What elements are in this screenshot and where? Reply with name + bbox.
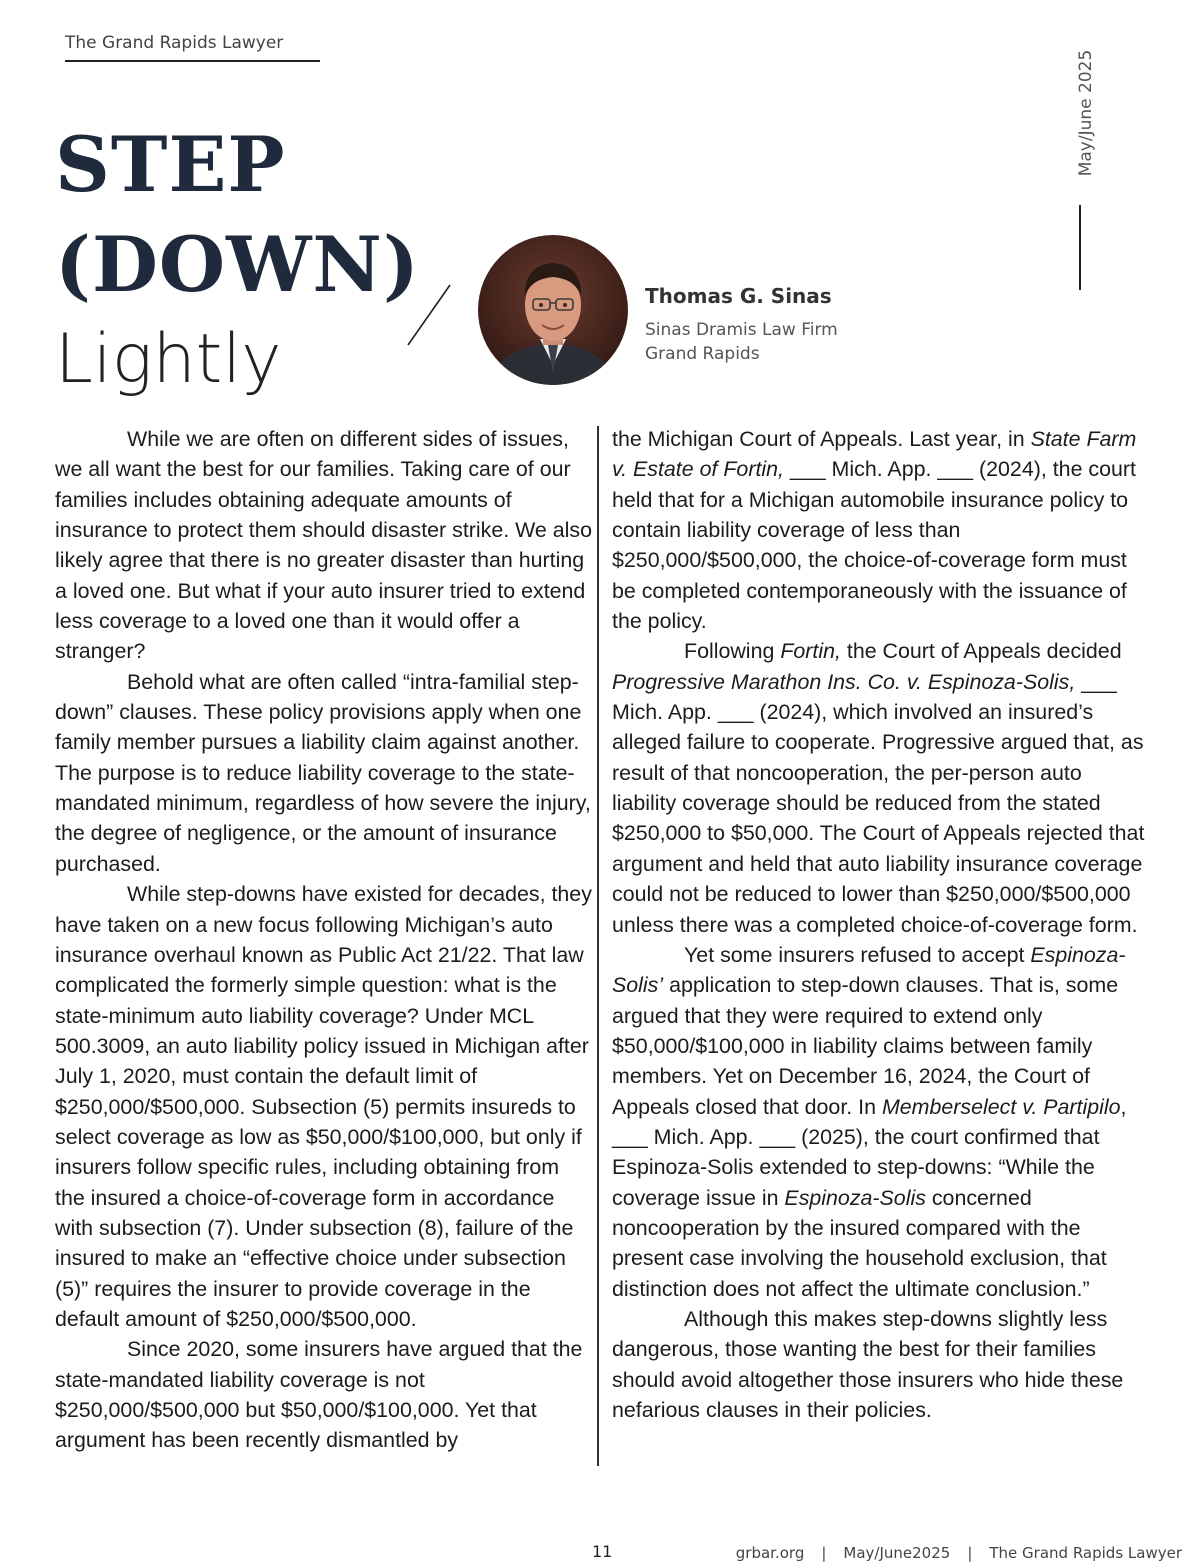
vertical-rule <box>1079 205 1081 290</box>
publication-name: The Grand Rapids Lawyer <box>65 33 284 53</box>
title-line-1: STEP <box>55 120 286 209</box>
case-citation: Fortin, <box>780 639 841 664</box>
paragraph <box>55 1334 593 1455</box>
article-column-right <box>612 424 1148 1425</box>
case-citation: Espinoza-Solis’ <box>612 942 1126 998</box>
footer-publication: The Grand Rapids Lawyer <box>989 1544 1182 1562</box>
text-run: Following <box>684 639 781 664</box>
footer-separator: | <box>967 1544 973 1562</box>
text-run: While we are often on different sides of issues, we all want the best for our families. Taking care of our families includes obtaining adequate amounts of insurance to protect them should disaster strike. We also likely agree that there is no greater disaster than hurting a loved one. But what if your auto insurer tried to extend less coverage to a loved one than it would offer a stranger? <box>55 427 593 664</box>
paragraph <box>612 424 1148 636</box>
case-citation: Memberselect v. Partipilo <box>881 1094 1121 1119</box>
text-run: the Michigan Court of Appeals. Last year, in <box>612 427 1031 451</box>
author-avatar <box>478 235 628 385</box>
text-run: ___ Mich. App. ___ (2024), which involved an insured’s alleged failure to cooperate. Progressive argued that, as result of that noncooperation, the per-person auto liability coverage should be reduced from the stated $250,000 to $50,000. The Court of Appeals rejected that argument and held that auto liability insurance coverage could not be reduced to lower than $250,000/$500,000 unless there was a completed choice-of-coverage form. <box>612 669 1145 937</box>
issue-date-vertical <box>1072 40 1100 185</box>
column-divider <box>597 426 599 1466</box>
title-line-2: (DOWN) <box>55 220 420 309</box>
paragraph <box>55 667 593 879</box>
paragraph <box>55 879 593 1334</box>
publication-rule <box>65 60 320 62</box>
page-footer <box>736 1544 1182 1562</box>
issue-date-text: May/June 2025 <box>1076 49 1096 176</box>
author-firm: Sinas Dramis Law Firm <box>645 320 838 340</box>
text-run: the Court of Appeals decided <box>840 639 1122 664</box>
text-run: concerned noncooperation by the insured compared with the present case involving the household exclusion, that distinction does not affect the ultimate conclusion.” <box>612 1185 1107 1301</box>
case-citation: State Farm v. Estate of Fortin, <box>612 427 1137 482</box>
text-run: While step-downs have existed for decades, they have taken on a new focus following Michigan’s auto insurance overhaul known as Public Act 21/22. That law complicated the formerly simple question: what is the state-minimum auto liability coverage? Under MCL 500.3009, an auto liability policy issued in Michigan after July 1, 2020, must contain the default limit of $250,000/$500,000. Subsection (5) permits insureds to select coverage as low as $50,000/$100,000, but only if insurers follow specific rules, including obtaining from the insured a choice-of-coverage form in accordance with subsection (7). Under subsection (8), failure of the insured to make an “effective choice under subsection (5)” requires the insurer to provide coverage in the default amount of $250,000/$500,000. <box>55 882 592 1331</box>
author-portrait-icon <box>478 235 628 385</box>
case-citation: Progressive Marathon Ins. Co. v. Espinoza-Solis, <box>612 669 1076 694</box>
footer-site: grbar.org <box>735 1544 805 1562</box>
text-run: Yet some insurers refused to accept <box>684 942 1031 967</box>
page-number: 11 <box>592 1542 613 1561</box>
author-city: Grand Rapids <box>645 344 760 364</box>
paragraph <box>55 424 593 667</box>
paragraph <box>612 940 1148 1304</box>
article-title <box>55 115 420 405</box>
text-run: , ___ Mich. App. ___ (2025), the court confirmed that Espinoza-Solis extended to step-downs: “While the coverage issue in <box>612 1094 1127 1210</box>
text-run: application to step-down clauses. That is, some argued that they were required to extend only $50,000/$100,000 in liability claims between family members. Yet on December 16, 2024, the Court of Appeals closed that door. In <box>612 973 1119 1119</box>
text-run: Behold what are often called “intra-familial step-down” clauses. These policy provisions apply when one family member pursues a liability claim against another. The purpose is to reduce liability coverage to the state-mandated minimum, regardless of how severe the injury, the degree of negligence, or the amount of insurance purchased. <box>55 669 591 876</box>
article-column-left <box>55 424 593 1456</box>
slash-divider <box>405 283 455 348</box>
paragraph <box>612 636 1148 939</box>
paragraph <box>612 1304 1148 1425</box>
case-citation: Espinoza-Solis <box>784 1185 926 1210</box>
footer-issue: May/June2025 <box>843 1544 951 1562</box>
text-run: Since 2020, some insurers have argued that the state-mandated liability coverage is not $250,000/$500,000 but $50,000/$100,000. Yet that argument has been recently dismantled by <box>55 1337 583 1453</box>
author-name: Thomas G. Sinas <box>645 284 832 308</box>
title-line-3: Lightly <box>55 320 282 399</box>
text-run: Although this makes step-downs slightly less dangerous, those wanting the best for their families should avoid altogether those insurers who hide these nefarious clauses in their policies. <box>612 1306 1124 1422</box>
author-byline <box>645 284 838 366</box>
text-run: ___ Mich. App. ___ (2024), the court held that for a Michigan automobile insurance policy to contain liability coverage of less than $250,000/$500,000, the choice-of-coverage form must be completed contemporaneously with the issuance of the policy. <box>612 457 1136 634</box>
footer-separator: | <box>821 1544 827 1562</box>
